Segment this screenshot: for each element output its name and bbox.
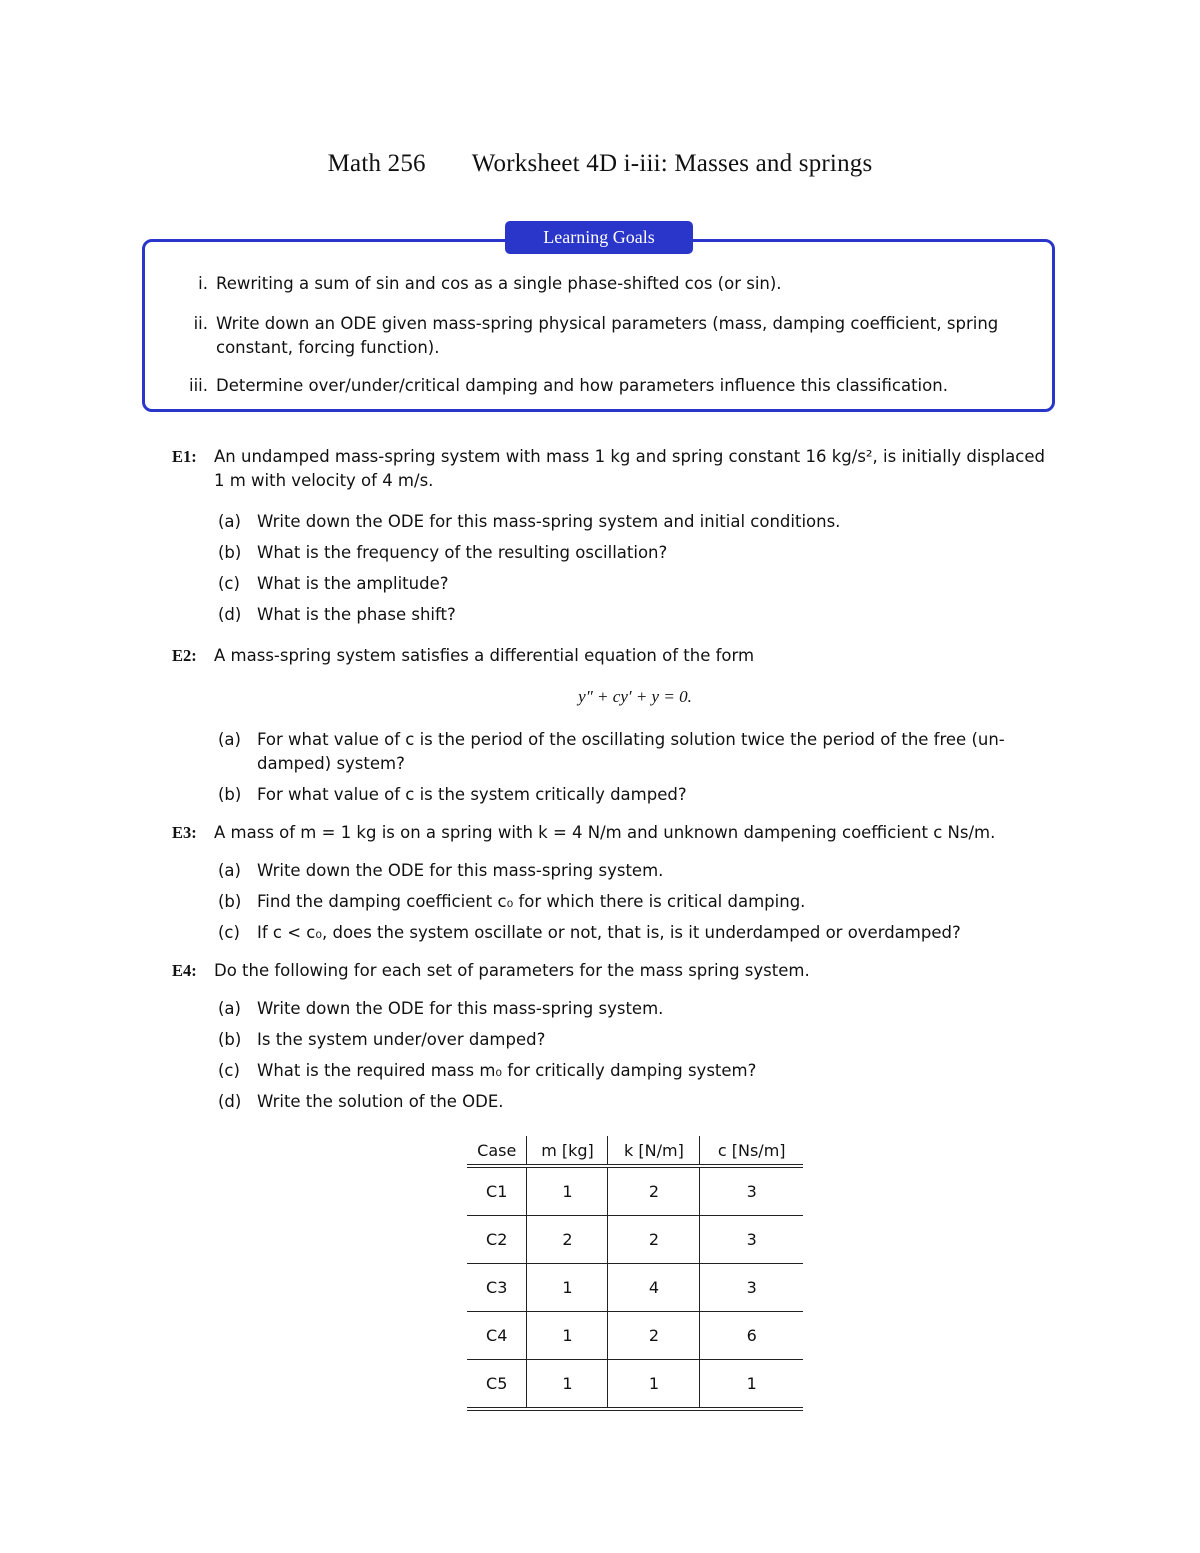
table-cell: 2 (608, 1312, 700, 1360)
page-title (0, 150, 1200, 178)
part-text: What is the required mass m₀ for critically damping system? (257, 1061, 757, 1080)
part-text: For what value of c is the system critically damped? (257, 785, 687, 804)
part-label: (b) (218, 785, 242, 804)
table-cell: C5 (467, 1360, 527, 1410)
goal-text: Determine over/under/critical damping and how parameters influence this classification. (216, 376, 948, 395)
part-label: (b) (218, 543, 242, 562)
part-text: What is the phase shift? (257, 605, 456, 624)
table-cell: 6 (700, 1312, 803, 1360)
table-cell: 3 (700, 1166, 803, 1216)
part-text: What is the frequency of the resulting oscillation? (257, 543, 668, 562)
course-name: Math 256 (327, 150, 426, 177)
table-cell: 1 (700, 1360, 803, 1410)
learning-goals-label: Learning Goals (505, 221, 693, 254)
goal-number: ii. (193, 314, 208, 333)
table-cell: 3 (700, 1216, 803, 1264)
part-label: (a) (218, 861, 241, 880)
exercise-e2-stem: A mass-spring system satisfies a differential equation of the form (214, 646, 755, 665)
table-cell: 1 (527, 1264, 608, 1312)
exercise-e1-stem: An undamped mass-spring system with mass 1 kg and spring constant 16 kg/s², is initially displaced (214, 447, 1045, 466)
table-cell: 2 (608, 1166, 700, 1216)
table-header-row (467, 1136, 803, 1166)
table-cell: 2 (527, 1216, 608, 1264)
part-label: (d) (218, 1092, 242, 1111)
table-cell: C4 (467, 1312, 527, 1360)
table-cell: 3 (700, 1264, 803, 1312)
exercise-label-e4: E4: (172, 961, 197, 980)
table-cell: 1 (608, 1360, 700, 1410)
table-cell: 1 (527, 1166, 608, 1216)
part-text: For what value of c is the period of the oscillating solution twice the period of the free (un- (257, 730, 1005, 749)
table-cell: 1 (527, 1360, 608, 1410)
worksheet-title: Worksheet 4D i-iii: Masses and springs (471, 150, 873, 177)
part-text: Write down the ODE for this mass-spring system and initial conditions. (257, 512, 841, 531)
table-row (467, 1360, 803, 1410)
part-label: (a) (218, 730, 241, 749)
goal-number: i. (198, 274, 208, 293)
part-text: Find the damping coefficient c₀ for which there is critical damping. (257, 892, 806, 911)
part-label: (c) (218, 923, 240, 942)
column-header: Case (477, 1140, 517, 1160)
part-text: If c < c₀, does the system oscillate or not, that is, is it underdamped or overdamped? (257, 923, 961, 942)
part-label: (a) (218, 999, 241, 1018)
goal-text: Write down an ODE given mass-spring physical parameters (mass, damping coefficient, spring constant, forcing function). (216, 314, 999, 357)
part-label: (b) (218, 892, 242, 911)
table-cell: 1 (527, 1312, 608, 1360)
part-label: (d) (218, 605, 242, 624)
part-text: Write the solution of the ODE. (257, 1092, 504, 1111)
exercise-e2-equation: y″ + cy′ + y = 0. (578, 687, 692, 706)
part-label: (a) (218, 512, 241, 531)
table-row (467, 1312, 803, 1360)
part-text: Write down the ODE for this mass-spring system. (257, 999, 664, 1018)
exercise-e4-stem: Do the following for each set of parameters for the mass spring system. (214, 961, 810, 980)
part-label: (c) (218, 1061, 240, 1080)
part-text: Is the system under/over damped? (257, 1030, 546, 1049)
goal-text: Rewriting a sum of sin and cos as a single phase-shifted cos (or sin). (216, 274, 782, 293)
column-header: c [Ns/m] (700, 1136, 803, 1166)
table-cell: C1 (467, 1166, 527, 1216)
exercise-e1-stem-cont: 1 m with velocity of 4 m/s. (214, 471, 434, 490)
table-row (467, 1264, 803, 1312)
table-cell: C2 (467, 1216, 527, 1264)
exercise-label-e2: E2: (172, 646, 197, 665)
exercise-label-e3: E3: (172, 823, 197, 842)
exercise-label-e1: E1: (172, 447, 197, 466)
part-text: What is the amplitude? (257, 574, 449, 593)
part-text: Write down the ODE for this mass-spring system. (257, 861, 664, 880)
part-label: (b) (218, 1030, 242, 1049)
parameters-table (467, 1136, 803, 1411)
table-row (467, 1216, 803, 1264)
part-text-cont: damped) system? (257, 754, 405, 773)
exercise-e3-stem: A mass of m = 1 kg is on a spring with k = 4 N/m and unknown dampening coefficient c Ns/m. (214, 823, 996, 842)
part-label: (c) (218, 574, 240, 593)
table-row (467, 1166, 803, 1216)
table-cell: C3 (467, 1264, 527, 1312)
column-header: k [N/m] (608, 1136, 700, 1166)
goal-number: iii. (189, 376, 208, 395)
column-header: m [kg] (527, 1136, 608, 1166)
table-cell: 4 (608, 1264, 700, 1312)
table-cell: 2 (608, 1216, 700, 1264)
